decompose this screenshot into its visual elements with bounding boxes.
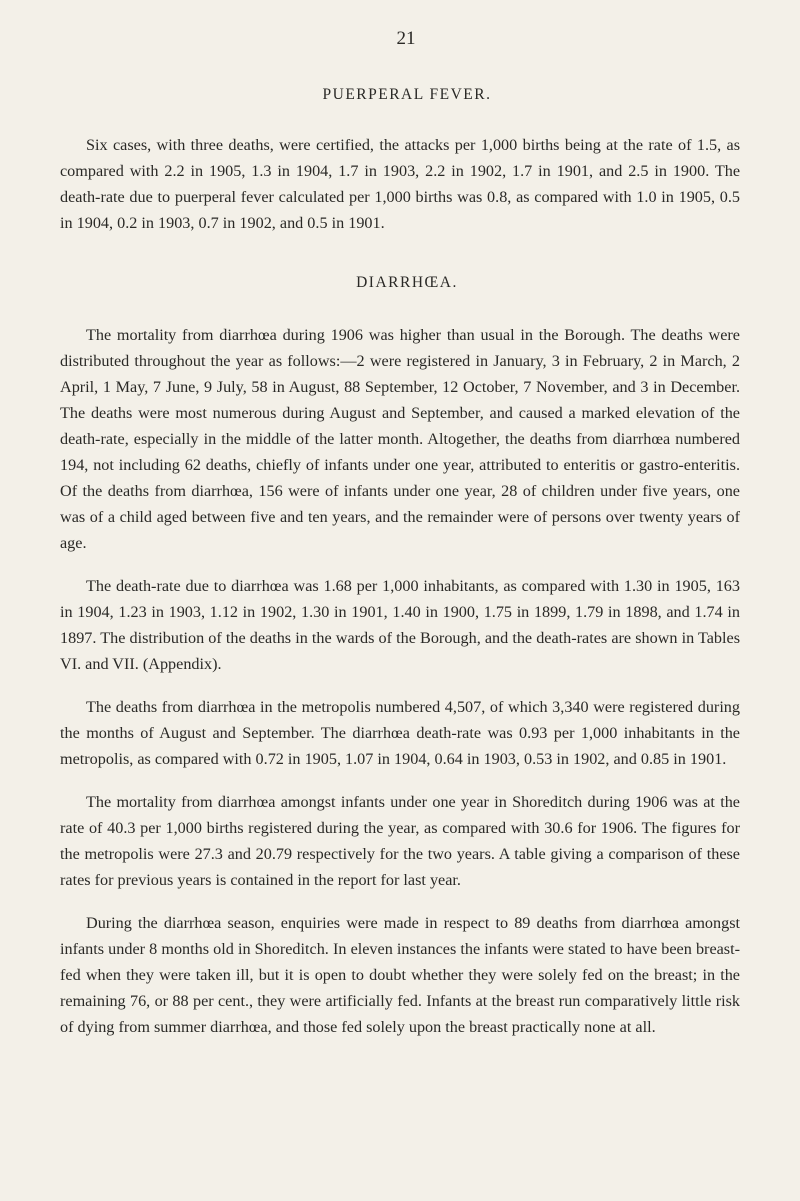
paragraph-diarrhoea-metropolis: The deaths from diarrhœa in the metropolis numbered 4,507, of which 3,340 were registered during the months of August and September. The diarrhœa death-rate was 0.93 per 1,000 inhabitants in the metropolis, as compared with 0.72 in 1905, 1.07 in 1904, 0.64 in 1903, 0.53 in 1902, and 0.85 in 1901. [60,698,740,768]
section-heading-diarrhoea: DIARRHŒA. [356,274,458,291]
paragraph-diarrhoea-infants: The mortality from diarrhœa amongst infants under one year in Shoreditch during 1906 was at the rate of 40.3 per 1,000 births registered during the year, as compared with 30.6 for 1906. The figures for the metropolis were 27.3 and 20.79 respectively for the two years. A table giving a comparison of these rates for previous years is contained in the report for last year. [60,793,740,889]
section-diarrhoea [60,274,740,1040]
paragraph-diarrhoea-mortality: The mortality from diarrhœa during 1906 was higher than usual in the Borough. The deaths were distributed throughout the year as follows:—2 were registered in January, 3 in February, 2 in March, 2 April, 1 May, 7 June, 9 July, 58 in August, 88 September, 12 October, 7 November, and 3 in December. The deaths were most numerous during August and September, and caused a marked elevation of the death-rate, especially in the middle of the latter month. Altogether, the deaths from diarrhœa numbered 194, not including 62 deaths, chiefly of infants under one year, attributed to enteritis or gastro-enteritis. Of the deaths from diarrhœa, 156 were of infants under one year, 28 of children under five years, one was of a child aged between five and ten years, and the remainder were of persons over twenty years of age. [60,326,740,552]
paragraph-puerperal-fever: Six cases, with three deaths, were certified, the attacks per 1,000 births being at the rate of 1.5, as compared with 2.2 in 1905, 1.3 in 1904, 1.7 in 1903, 2.2 in 1902, 1.7 in 1901, and 2.5 in 1900. The death-rate due to puerperal fever calculated per 1,000 births was 0.8, as compared with 1.0 in 1905, 0.5 in 1904, 0.2 in 1903, 0.7 in 1902, and 0.5 in 1901. [60,136,740,232]
paragraph-diarrhoea-death-rate: The death-rate due to diarrhœa was 1.68 per 1,000 inhabitants, as compared with 1.30 in 1905, 163 in 1904, 1.23 in 1903, 1.12 in 1902, 1.30 in 1901, 1.40 in 1900, 1.75 in 1899, 1.79 in 1898, and 1.74 in 1897. The distribution of the deaths in the wards of the Borough, and the death-rates are shown in Tables VI. and VII. (Appendix). [60,577,740,673]
paragraph-diarrhoea-enquiries: During the diarrhœa season, enquiries were made in respect to 89 deaths from diarrhœa amongst infants under 8 months old in Shoreditch. In eleven instances the infants were stated to have been breast-fed when they were taken ill, but it is open to doubt whether they were solely fed on the breast; in the remaining 76, or 88 per cent., they were artificially fed. Infants at the breast run comparatively little risk of dying from summer diarrhœa, and those fed solely upon the breast practically none at all. [60,914,740,1036]
section-puerperal-fever [60,86,740,236]
section-heading-puerperal-fever: PUERPERAL FEVER. [322,86,492,103]
page-number: 21 [396,28,416,49]
